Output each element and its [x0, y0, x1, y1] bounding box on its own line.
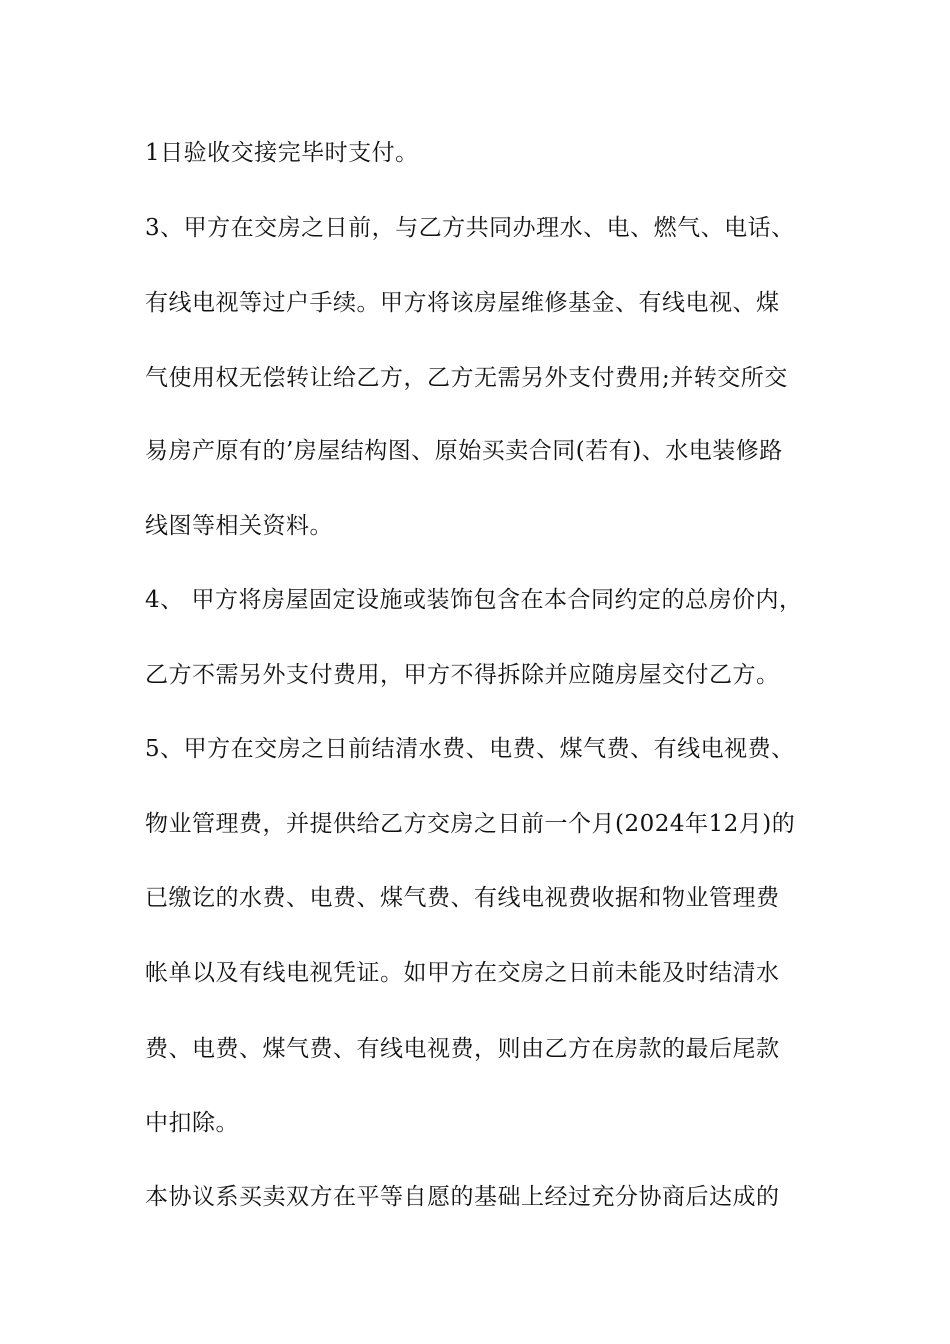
text-line: 帐单以及有线电视凭证。如甲方在交房之日前未能及时结清水 — [145, 960, 780, 986]
text-line: 3、甲方在交房之日前，与乙方共同办理水、电、燃气、电话、 — [145, 215, 795, 241]
text-line: 气使用权无偿转让给乙方，乙方无需另外支付费用;并转交所交 — [145, 365, 788, 391]
text-line: 物业管理费，并提供给乙方交房之日前一个月(2024年12月)的 — [145, 811, 796, 837]
text-line: 乙方不需另外支付费用，甲方不得拆除并应随房屋交付乙方。 — [145, 662, 780, 688]
text-line: 已缴讫的水费、电费、煤气费、有线电视费收据和物业管理费 — [145, 885, 780, 911]
text-line: 费、电费、煤气费、有线电视费，则由乙方在房款的最后尾款 — [145, 1036, 780, 1062]
text-line: 中扣除。 — [145, 1110, 239, 1136]
text-line: 5、甲方在交房之日前结清水费、电费、煤气费、有线电视费、 — [145, 736, 795, 762]
text-line: 4、 甲方将房屋固定设施或装饰包含在本合同约定的总房价内， — [145, 587, 803, 613]
text-line: 本协议系买卖双方在平等自愿的基础上经过充分协商后达成的 — [145, 1184, 780, 1210]
text-line: 有线电视等过户手续。甲方将该房屋维修基金、有线电视、煤 — [145, 290, 780, 316]
text-line: 1日验收交接完毕时支付。 — [145, 140, 419, 166]
text-line: 易房产原有的’房屋结构图、原始买卖合同(若有)、水电装修路 — [145, 438, 783, 464]
text-line: 线图等相关资料。 — [145, 513, 333, 539]
